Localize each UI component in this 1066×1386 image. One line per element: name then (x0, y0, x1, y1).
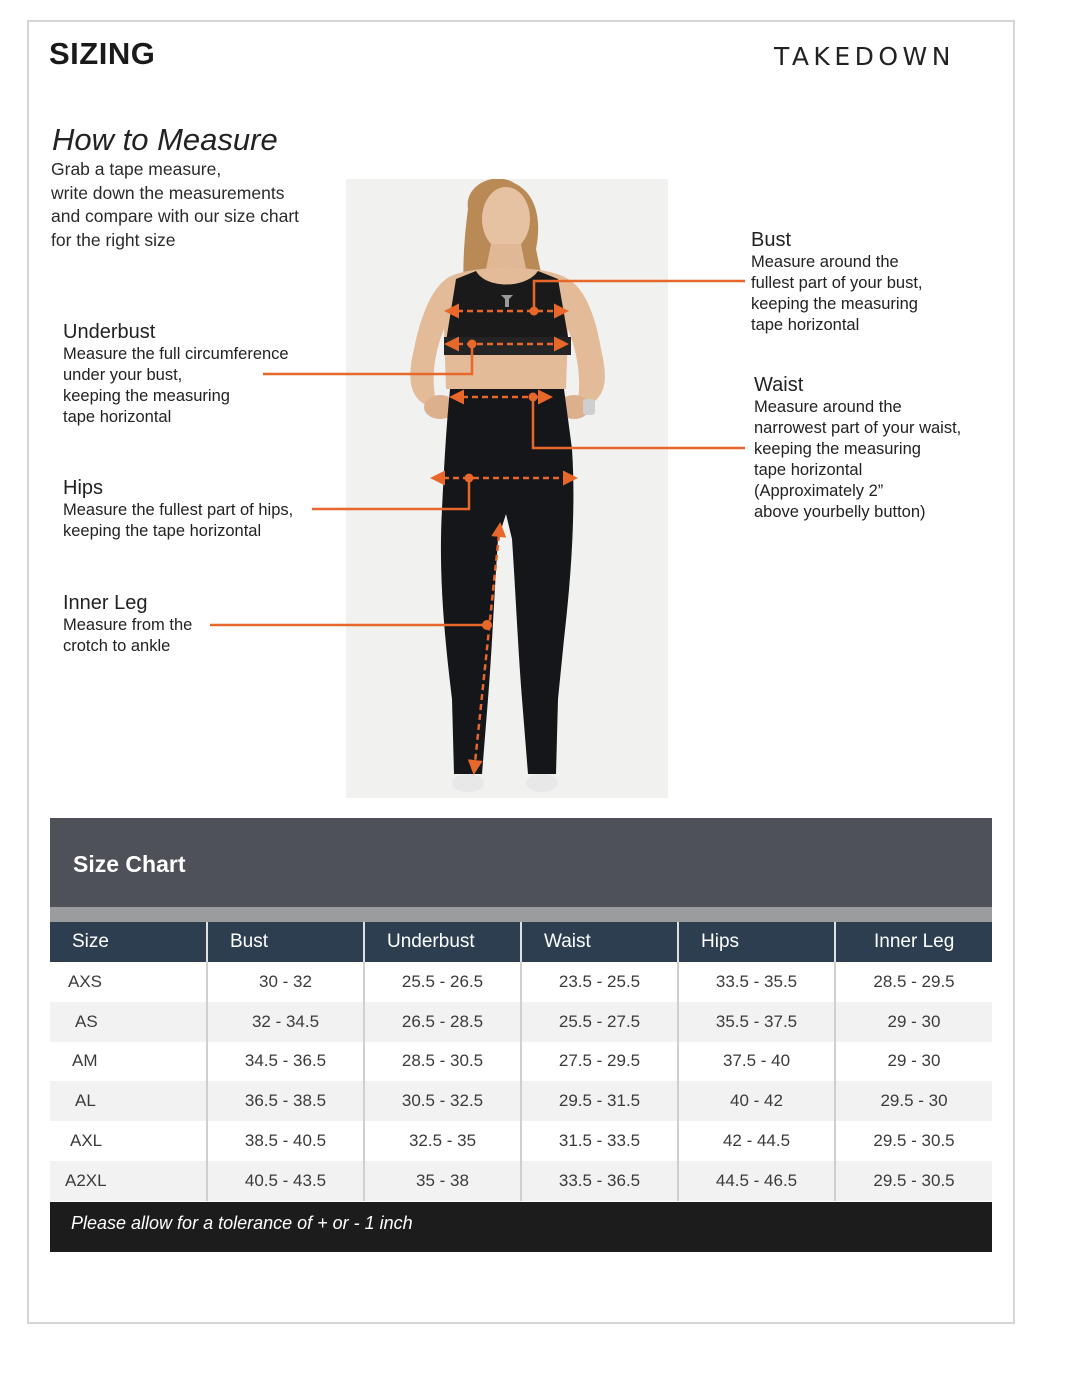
size-cell: AXS (50, 962, 207, 1002)
size-chart-divider (50, 907, 992, 922)
intro-line: Grab a tape measure, (51, 159, 222, 179)
underbust-text: keeping the measuring (63, 387, 230, 405)
table-cell: 30.5 - 32.5 (364, 1081, 521, 1121)
waist-text: (Approximately 2” (754, 482, 884, 500)
waist-title: Waist (754, 374, 804, 396)
hips-title: Hips (63, 477, 104, 499)
waist-text: tape horizontal (754, 461, 863, 479)
table-cell: 30 - 32 (207, 962, 364, 1002)
table-row (50, 1161, 992, 1201)
table-cell: 28.5 - 29.5 (873, 971, 955, 991)
table-cell: 40.5 - 43.5 (207, 1161, 364, 1201)
hips-text: Measure the fullest part of hips, (63, 501, 294, 519)
waist-text: keeping the measuring (754, 440, 921, 458)
underbust-annotation (63, 320, 289, 428)
column-header-waist: Waist (521, 922, 678, 962)
table-row (50, 1081, 992, 1121)
column-header-underbust: Underbust (364, 922, 521, 962)
inner-leg-annotation (63, 591, 192, 657)
table-cell: 29 - 30 (887, 1051, 941, 1071)
intro-line: write down the measurements (51, 182, 285, 203)
table-cell: 29 - 30 (835, 1002, 992, 1042)
table-cell: 33.5 - 35.5 (678, 962, 835, 1002)
table-cell: 29.5 - 30.5 (873, 1131, 955, 1151)
table-cell: 35 - 38 (364, 1161, 521, 1201)
inner-leg-title: Inner Leg (63, 592, 148, 614)
size-chart-header (50, 818, 992, 907)
size-cell: AM (50, 1042, 207, 1082)
table-row (50, 1121, 992, 1161)
table-row (50, 962, 992, 1002)
table-cell: 23.5 - 25.5 (521, 962, 678, 1002)
table-cell: 38.5 - 40.5 (207, 1121, 364, 1161)
inner-leg-text: Measure from the (63, 616, 193, 634)
waist-text: above yourbelly button) (754, 503, 926, 521)
table-cell: 29.5 - 31.5 (521, 1081, 678, 1121)
underbust-title: Underbust (63, 321, 156, 343)
table-row (50, 1002, 992, 1042)
bust-title: Bust (751, 229, 792, 251)
table-cell: 36.5 - 38.5 (207, 1081, 364, 1121)
how-to-measure-title: How to Measure (52, 122, 278, 157)
bust-text: fullest part of your bust, (751, 274, 923, 292)
inner-leg-text: crotch to ankle (63, 637, 171, 655)
table-row (50, 1042, 992, 1082)
table-cell: 34.5 - 36.5 (207, 1042, 364, 1082)
column-header-hips: Hips (678, 922, 835, 962)
waist-text: Measure around the (754, 398, 902, 416)
hips-annotation (63, 476, 293, 542)
underbust-text: under your bust, (63, 366, 183, 384)
table-cell: 31.5 - 33.5 (521, 1121, 678, 1161)
table-cell: 26.5 - 28.5 (364, 1002, 521, 1042)
table-cell: 25.5 - 27.5 (521, 1002, 678, 1042)
table-cell: 32 - 34.5 (207, 1002, 364, 1042)
hips-text: keeping the tape horizontal (63, 522, 262, 540)
bust-annotation (751, 228, 923, 336)
table-cell: 35.5 - 37.5 (678, 1002, 835, 1042)
table-cell: 28.5 - 30.5 (364, 1042, 521, 1082)
underbust-text: tape horizontal (63, 408, 172, 426)
table-cell: 33.5 - 36.5 (521, 1161, 678, 1201)
column-header-inner-leg: Inner Leg (835, 922, 992, 962)
table-cell: 25.5 - 26.5 (364, 962, 521, 1002)
bust-text: tape horizontal (751, 316, 860, 334)
table-header-row (50, 922, 992, 962)
size-cell: AL (50, 1081, 207, 1121)
table-cell: 37.5 - 40 (678, 1042, 835, 1082)
tolerance-note: Please allow for a tolerance of + or - 1 inch (50, 1202, 992, 1252)
table-cell: 29.5 - 30.5 (835, 1161, 992, 1201)
waist-annotation (754, 373, 961, 523)
intro-line: for the right size (51, 229, 176, 250)
table-cell: 44.5 - 46.5 (678, 1161, 835, 1201)
intro-line: and compare with our size chart (51, 206, 300, 226)
size-cell: AS (50, 1002, 207, 1042)
brand-logo: TAKEDOWN (774, 42, 955, 71)
size-chart-title: Size Chart (73, 851, 186, 877)
table-cell: 40 - 42 (678, 1081, 835, 1121)
size-cell: AXL (50, 1121, 207, 1161)
waist-text: narrowest part of your waist, (754, 419, 962, 437)
column-header-size: Size (50, 922, 207, 962)
column-header-bust: Bust (207, 922, 364, 962)
table-cell: 42 - 44.5 (678, 1121, 835, 1161)
page-title: SIZING (49, 36, 156, 71)
table-cell: 29.5 - 30 (835, 1081, 992, 1121)
underbust-text: Measure the full circumference (63, 345, 289, 363)
size-chart-table (50, 922, 992, 1201)
bust-text: keeping the measuring (751, 295, 918, 313)
size-cell: A2XL (50, 1161, 207, 1201)
bust-text: Measure around the (751, 253, 899, 271)
table-cell: 27.5 - 29.5 (521, 1042, 678, 1082)
table-cell: 32.5 - 35 (364, 1121, 521, 1161)
